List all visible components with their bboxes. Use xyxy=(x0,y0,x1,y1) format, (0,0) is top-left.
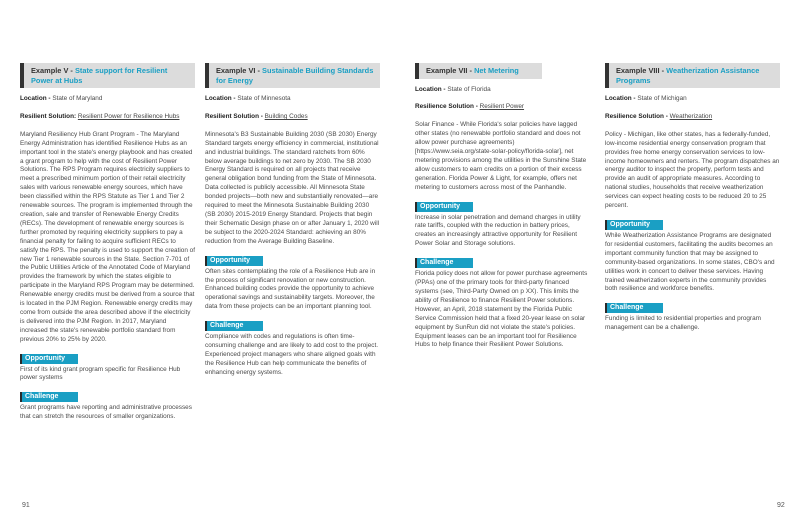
opportunity-label: Opportunity xyxy=(605,220,663,230)
example-vii-column xyxy=(415,63,590,359)
location: Location - State of Minnesota xyxy=(205,95,291,102)
solution-link[interactable]: Resilient Power for Resilience Hubs xyxy=(77,112,180,120)
opportunity-text: While Weatherization Assistance Programs are designated for residential customers, facilitating the audits becomes an important community function that may be assigned to community-based organizations. In some states, CBO's and utilities work in concert to deliver these services. Having trained weatherization experts in the community provides both resilience and workforce benefits. xyxy=(605,231,775,293)
opportunity-label: Opportunity xyxy=(415,202,473,212)
example-body: Policy - Michigan, like other states, has a federally-funded, low-income residential energy conservation program that provides free home energy conservation services to low-income homeowners and renters. The program dispatches an energy auditor to inspect the property, perform tests and provide an audit of appropriate measures. According to national studies, households that receive weatherization services can expect heating costs to be reduced 20 to 25 percent. xyxy=(605,130,780,210)
example-prefix: Example VIII - xyxy=(616,66,667,75)
challenge-label: Challenge xyxy=(415,258,473,268)
challenge-text: Grant programs have reporting and administrative processes that can stretch the resources of smaller organizations. xyxy=(20,404,192,421)
example-header xyxy=(20,63,195,88)
opportunity-text: First of its kind grant program specific for Resilience Hub power systems xyxy=(20,365,181,382)
resilient-solution: Resilient Solution: Resilient Power for Resilience Hubs xyxy=(20,112,180,120)
example-header xyxy=(605,63,780,88)
solution-link[interactable]: Weatherization xyxy=(669,112,713,120)
resilient-solution: Resilient Solution - Building Codes xyxy=(205,112,308,120)
example-body: Minnesota's B3 Sustainable Building 2030 (SB 2030) Energy Standard targets energy efficiency in commercial, institutional and industrial buildings. The standard ratchets from 60% below average buildings to net zero by 2030. The SB 2030 Energy Standard is required on all projects that receive general obligation bond funding from the State of Minnesota. Data collected is publicly accessible. All Minnesota State bonded projects—both new and substantially renovated—are required to meet the Minnesota Sustainable Building 2030 (SB 2030) 2015-2019 Energy Standard. Projects that begin their Schematic Design phase on or after January 1, 2020 will be subject to the 2020-2024 Standard: achieving an 80% reduction from the Average Building Baseline. xyxy=(205,130,380,245)
example-prefix: Example V - xyxy=(31,66,75,75)
example-title: Sustainable Building Standards for Energy xyxy=(216,66,374,85)
example-header xyxy=(415,63,542,79)
location: Location - State of Michigan xyxy=(605,95,687,102)
opportunity-text: Often sites contemplating the role of a Resilience Hub are in the process of significant renovation or new construction. Enhanced building codes provide the opportunity to achieve operational savings and sustainability targets. Moreover, the data from these projects can be an important planning tool. xyxy=(205,267,376,311)
opportunity-label: Opportunity xyxy=(20,354,78,364)
challenge-text: Florida policy does not allow for power purchase agreements (PPAs) one of the primary tools for third-party financed systems (see, Third-Party Owned on p XX). This limits the ability of Resilience to finance Resilient Power solutions. However, an April, 2018 statement by the Florida Public Service Commission held that a fixed 20-year lease on solar equipment by SunRun did not violate the state's policies. Equipment leases can be an important tool for Resilience Hubs to help finance their Resilient Power Solutions. xyxy=(415,270,588,349)
resilience-solution: Resilience Solution - Weatherization xyxy=(605,112,713,120)
location: Location - State of Maryland xyxy=(20,95,103,102)
example-viii-column xyxy=(605,63,780,342)
location: Location - State of Florida xyxy=(415,85,491,93)
example-prefix: Example VII - xyxy=(426,66,475,75)
challenge-text: Funding is limited to residential properties and program management can be a challenge. xyxy=(605,315,761,332)
opportunity-text: Increase in solar penetration and demand charges in utility rate tariffs, coupled with the reduction in battery prices, creates an increasingly attractive opportunity for Resilient Power Solar and Storage solutions. xyxy=(415,213,581,248)
example-title: Net Metering xyxy=(474,66,519,75)
example-prefix: Example VI - xyxy=(216,66,263,75)
example-vi-column xyxy=(205,63,380,387)
example-header xyxy=(205,63,380,88)
example-title: Weatherization Assistance Programs xyxy=(616,66,760,85)
example-title: State support for Resilient Power at Hubs xyxy=(31,66,168,85)
page-number-left: 91 xyxy=(22,502,30,509)
example-body: Solar Finance - While Florida's solar policies have lagged other states (no renewable portfolio standard and does not allow power purchase agreements) [https://www.seia.org/state-solar-policy/florida-solar], net metering provisions among the utilities in the Sunshine State allow customers to earn credits on a portion of their excess generation. Florida Power & Light, for example, offers net metering to customers across most of the Panhandle. xyxy=(415,121,587,191)
opportunity-label: Opportunity xyxy=(205,256,263,266)
challenge-label: Challenge xyxy=(20,392,78,402)
challenge-text: Compliance with codes and regulations is often time-consuming challenge and are likely to add cost to the project. Experienced project managers who share aligned goals with the Resilience Hub can help communicate the benefits of enhancing energy systems. xyxy=(205,333,379,376)
example-v-column xyxy=(20,63,195,431)
page-number-right: 92 xyxy=(777,502,785,509)
solution-link[interactable]: Resilient Power xyxy=(479,103,525,111)
example-body: Maryland Resiliency Hub Grant Program - The Maryland Energy Administration has identified Resilience Hubs as an important tool in the state's energy playbook and has created a grant program to help with the cost of Resilient Power Solutions. The RPS Program requires electricity suppliers to meet a prescribed minimum portion of their retail electricity sales with various renewable energy sources, which have been classified within the RPS Statute as Tier 1 and Tier 2 renewable sources. The program is implemented through the creation, sale and transfer of Renewable Energy Credits (RECs). The development of renewable energy sources is further promoted by requiring electricity suppliers to pay a financial penalty for failing to acquire sufficient RECs to satisfy the RPS. The penalty is used to support the creation of new Tier 1 renewable sources in the State. Section 7-701 of the Public Utilities Article of the Annotated Code of Maryland provides the framework by which the states eligible to participate in the Maryland RPS Program may be determined. Renewable energy credits must be derived from a source that is located in the PJM Region. Renewable energy credits may come from outside the area described above if the electricity is delivered into the PJM Region. In 2017, Maryland increased the state's renewable portfolio standard from previous 20% to 25% by 2020. xyxy=(20,130,196,343)
solution-link[interactable]: Building Codes xyxy=(264,112,308,120)
challenge-label: Challenge xyxy=(205,321,263,331)
resilience-solution: Resilience Solution - Resilient Power xyxy=(415,103,525,111)
challenge-label: Challenge xyxy=(605,303,663,313)
